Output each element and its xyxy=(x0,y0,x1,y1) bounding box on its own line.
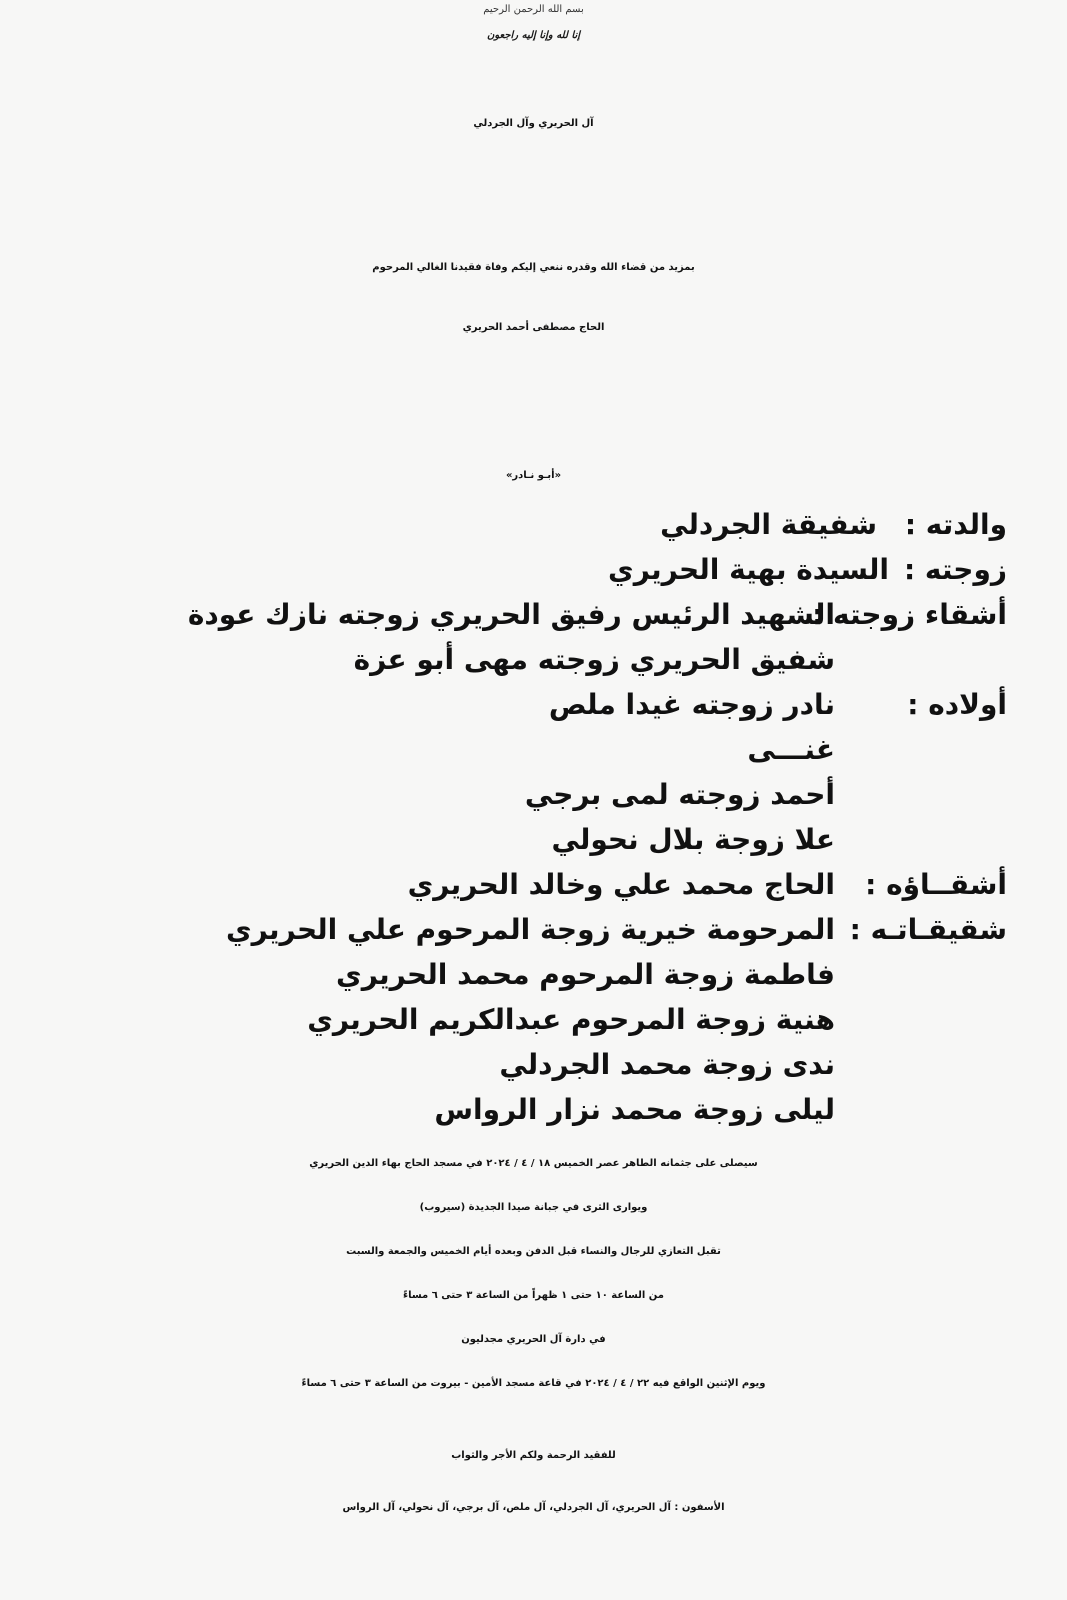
children-label: أولاده : xyxy=(907,688,1007,721)
monday-line: ويوم الإثنين الواقع فيه ٢٢ / ٤ / ٢٠٢٤ في قاعة مسجد الأمين - بيروت من الساعة ٣ حتى ٦ مساءً xyxy=(301,1378,766,1389)
child-line: غنـــى xyxy=(747,733,835,766)
brothers-label: أشقــاؤه : xyxy=(865,868,1007,901)
sister-line: هنية زوجة المرحوم عبدالكريم الحريري xyxy=(307,1003,835,1036)
mourners-line: الأسفون : آل الحريري، آل الجردلي، آل ملص، آل برجي، آل نحولي، آل الرواس xyxy=(342,1502,725,1513)
mother-name: شفيقة الجردلي xyxy=(660,508,877,541)
wife-label: زوجته : xyxy=(903,553,1007,586)
burial-line: ويوارى الثرى في جبانة صيدا الجديدة (سيروب) xyxy=(419,1202,648,1213)
families-title: آل الحريري وآل الجردلي xyxy=(473,118,594,129)
wife-sibling-line: شفيق الحريري زوجته مهى أبو عزة xyxy=(353,643,835,676)
funeral-prayer: سيصلى على جثمانه الطاهر عصر الخميس ١٨ / ٤ / ٢٠٢٤ في مسجد الحاج بهاء الدين الحريري xyxy=(309,1158,758,1169)
wife-sibling-line: الشهيد الرئيس رفيق الحريري زوجته نازك عودة xyxy=(187,598,835,631)
sisters-label: شقيقـاتـه : xyxy=(849,913,1007,946)
quran-verse: إنا لله وإنا إليه راجعون xyxy=(486,30,581,41)
announcement-line: بمزيد من قضاء الله وقدره ننعي إليكم وفاة فقيدنا الغالي المرحوم xyxy=(372,262,695,273)
child-line: نادر زوجته غيدا ملص xyxy=(548,688,835,721)
venue-line: في دارة آل الحريري مجدليون xyxy=(461,1334,606,1345)
child-line: أحمد زوجته لمى برجي xyxy=(524,778,835,811)
wife-name: السيدة بهية الحريري xyxy=(608,553,889,586)
deceased-name: الحاج مصطفى أحمد الحريري xyxy=(462,322,605,333)
sister-line: ندى زوجة محمد الجردلي xyxy=(499,1048,835,1081)
sister-line: ليلى زوجة محمد نزار الرواس xyxy=(434,1093,835,1126)
closing-prayer: للفقيد الرحمة ولكم الأجر والثواب xyxy=(451,1450,616,1461)
hours-line: من الساعة ١٠ حتى ١ ظهراً من الساعة ٣ حتى ٦ مساءً xyxy=(403,1290,664,1301)
brothers-names: الحاج محمد علي وخالد الحريري xyxy=(407,868,835,901)
mother-label: والدته : xyxy=(904,508,1007,541)
child-line: علا زوجة بلال نحولي xyxy=(551,823,835,856)
wife-siblings-label: أشقاء زوجته : xyxy=(812,598,1007,631)
condolences-line: تقبل التعازي للرجال والنساء قبل الدفن وبعده أيام الخميس والجمعة والسبت xyxy=(346,1246,721,1257)
sister-line: المرحومة خيرية زوجة المرحوم علي الحريري xyxy=(225,913,835,946)
kunya: «أبـو نـادر» xyxy=(505,470,562,481)
basmala: بسم الله الرحمن الرحيم xyxy=(483,4,584,15)
sister-line: فاطمة زوجة المرحوم محمد الحريري xyxy=(336,958,835,991)
